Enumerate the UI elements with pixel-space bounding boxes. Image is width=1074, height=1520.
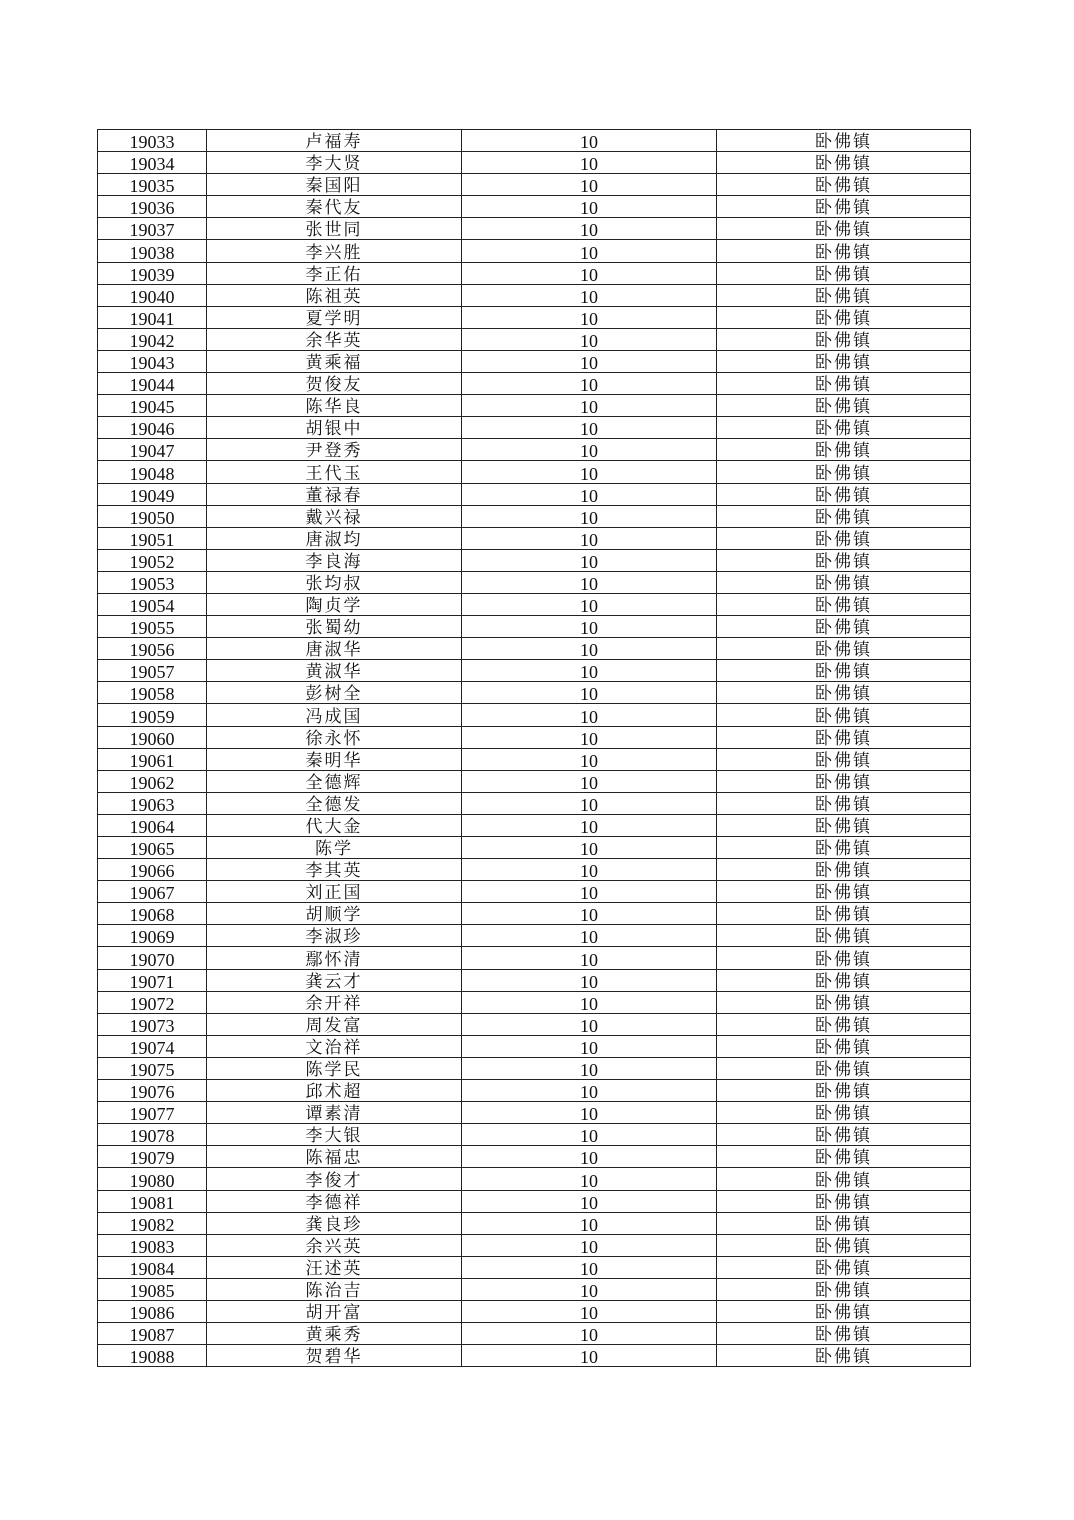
person-name-cell: 李淑珍 bbox=[207, 925, 462, 947]
town-cell: 卧佛镇 bbox=[717, 549, 971, 571]
town-cell: 卧佛镇 bbox=[717, 196, 971, 218]
person-name-cell: 刘正国 bbox=[207, 881, 462, 903]
person-name-cell: 龚良珍 bbox=[207, 1212, 462, 1234]
amount-cell: 10 bbox=[462, 1234, 717, 1256]
amount-cell: 10 bbox=[462, 616, 717, 638]
amount-cell: 10 bbox=[462, 461, 717, 483]
town-cell: 卧佛镇 bbox=[717, 704, 971, 726]
row-id-cell: 19048 bbox=[98, 461, 207, 483]
table-row bbox=[98, 969, 971, 991]
row-id-cell: 19052 bbox=[98, 549, 207, 571]
table-row bbox=[98, 1345, 971, 1367]
amount-cell: 10 bbox=[462, 748, 717, 770]
row-id-cell: 19042 bbox=[98, 328, 207, 350]
town-cell: 卧佛镇 bbox=[717, 328, 971, 350]
row-id-cell: 19075 bbox=[98, 1057, 207, 1079]
table-row bbox=[98, 439, 971, 461]
person-name-cell: 陶贞学 bbox=[207, 593, 462, 615]
row-id-cell: 19084 bbox=[98, 1256, 207, 1278]
amount-cell: 10 bbox=[462, 218, 717, 240]
row-id-cell: 19067 bbox=[98, 881, 207, 903]
amount-cell: 10 bbox=[462, 174, 717, 196]
amount-cell: 10 bbox=[462, 593, 717, 615]
amount-cell: 10 bbox=[462, 1323, 717, 1345]
table-row bbox=[98, 814, 971, 836]
town-cell: 卧佛镇 bbox=[717, 616, 971, 638]
row-id-cell: 19078 bbox=[98, 1124, 207, 1146]
row-id-cell: 19061 bbox=[98, 748, 207, 770]
amount-cell: 10 bbox=[462, 240, 717, 262]
table-row bbox=[98, 947, 971, 969]
row-id-cell: 19068 bbox=[98, 903, 207, 925]
town-cell: 卧佛镇 bbox=[717, 350, 971, 372]
town-cell: 卧佛镇 bbox=[717, 130, 971, 152]
person-name-cell: 陈学 bbox=[207, 837, 462, 859]
amount-cell: 10 bbox=[462, 903, 717, 925]
person-name-cell: 邱术超 bbox=[207, 1080, 462, 1102]
table-row bbox=[98, 1057, 971, 1079]
amount-cell: 10 bbox=[462, 262, 717, 284]
amount-cell: 10 bbox=[462, 947, 717, 969]
row-id-cell: 19065 bbox=[98, 837, 207, 859]
amount-cell: 10 bbox=[462, 1146, 717, 1168]
table-row bbox=[98, 1256, 971, 1278]
amount-cell: 10 bbox=[462, 1057, 717, 1079]
table-row bbox=[98, 373, 971, 395]
amount-cell: 10 bbox=[462, 991, 717, 1013]
person-name-cell: 戴兴禄 bbox=[207, 505, 462, 527]
row-id-cell: 19038 bbox=[98, 240, 207, 262]
table-row bbox=[98, 792, 971, 814]
row-id-cell: 19088 bbox=[98, 1345, 207, 1367]
table-row bbox=[98, 505, 971, 527]
table-row bbox=[98, 549, 971, 571]
amount-cell: 10 bbox=[462, 505, 717, 527]
table-row bbox=[98, 483, 971, 505]
person-name-cell: 代大金 bbox=[207, 814, 462, 836]
person-name-cell: 陈华良 bbox=[207, 395, 462, 417]
table-row bbox=[98, 1300, 971, 1322]
town-cell: 卧佛镇 bbox=[717, 660, 971, 682]
person-name-cell: 贺俊友 bbox=[207, 373, 462, 395]
person-name-cell: 李其英 bbox=[207, 859, 462, 881]
person-name-cell: 张均叔 bbox=[207, 571, 462, 593]
row-id-cell: 19040 bbox=[98, 284, 207, 306]
town-cell: 卧佛镇 bbox=[717, 881, 971, 903]
table-row bbox=[98, 1035, 971, 1057]
row-id-cell: 19079 bbox=[98, 1146, 207, 1168]
town-cell: 卧佛镇 bbox=[717, 638, 971, 660]
town-cell: 卧佛镇 bbox=[717, 395, 971, 417]
amount-cell: 10 bbox=[462, 306, 717, 328]
person-name-cell: 秦代友 bbox=[207, 196, 462, 218]
table-row bbox=[98, 284, 971, 306]
person-name-cell: 余华英 bbox=[207, 328, 462, 350]
row-id-cell: 19066 bbox=[98, 859, 207, 881]
table-row bbox=[98, 1278, 971, 1300]
town-cell: 卧佛镇 bbox=[717, 1256, 971, 1278]
row-id-cell: 19037 bbox=[98, 218, 207, 240]
amount-cell: 10 bbox=[462, 196, 717, 218]
town-cell: 卧佛镇 bbox=[717, 417, 971, 439]
table-row bbox=[98, 306, 971, 328]
row-id-cell: 19046 bbox=[98, 417, 207, 439]
person-name-cell: 张世同 bbox=[207, 218, 462, 240]
person-name-cell: 谭素清 bbox=[207, 1102, 462, 1124]
table-row bbox=[98, 991, 971, 1013]
town-cell: 卧佛镇 bbox=[717, 1057, 971, 1079]
amount-cell: 10 bbox=[462, 881, 717, 903]
amount-cell: 10 bbox=[462, 417, 717, 439]
row-id-cell: 19045 bbox=[98, 395, 207, 417]
town-cell: 卧佛镇 bbox=[717, 483, 971, 505]
person-name-cell: 黄乘福 bbox=[207, 350, 462, 372]
table-row bbox=[98, 174, 971, 196]
town-cell: 卧佛镇 bbox=[717, 1168, 971, 1190]
person-name-cell: 夏学明 bbox=[207, 306, 462, 328]
person-name-cell: 贺碧华 bbox=[207, 1345, 462, 1367]
person-name-cell: 尹登秀 bbox=[207, 439, 462, 461]
table-row bbox=[98, 837, 971, 859]
row-id-cell: 19054 bbox=[98, 593, 207, 615]
row-id-cell: 19060 bbox=[98, 726, 207, 748]
row-id-cell: 19041 bbox=[98, 306, 207, 328]
person-name-cell: 龚云才 bbox=[207, 969, 462, 991]
amount-cell: 10 bbox=[462, 549, 717, 571]
amount-cell: 10 bbox=[462, 1300, 717, 1322]
table-row bbox=[98, 130, 971, 152]
table-row bbox=[98, 1212, 971, 1234]
person-name-cell: 李大贤 bbox=[207, 152, 462, 174]
town-cell: 卧佛镇 bbox=[717, 859, 971, 881]
table-row bbox=[98, 593, 971, 615]
amount-cell: 10 bbox=[462, 638, 717, 660]
row-id-cell: 19086 bbox=[98, 1300, 207, 1322]
table-row bbox=[98, 1190, 971, 1212]
row-id-cell: 19076 bbox=[98, 1080, 207, 1102]
table-row bbox=[98, 218, 971, 240]
person-name-cell: 李俊才 bbox=[207, 1168, 462, 1190]
town-cell: 卧佛镇 bbox=[717, 792, 971, 814]
amount-cell: 10 bbox=[462, 726, 717, 748]
town-cell: 卧佛镇 bbox=[717, 240, 971, 262]
town-cell: 卧佛镇 bbox=[717, 439, 971, 461]
amount-cell: 10 bbox=[462, 925, 717, 947]
row-id-cell: 19036 bbox=[98, 196, 207, 218]
row-id-cell: 19058 bbox=[98, 682, 207, 704]
table-row bbox=[98, 770, 971, 792]
table-row bbox=[98, 240, 971, 262]
amount-cell: 10 bbox=[462, 704, 717, 726]
town-cell: 卧佛镇 bbox=[717, 152, 971, 174]
person-name-cell: 全德发 bbox=[207, 792, 462, 814]
person-name-cell: 董禄春 bbox=[207, 483, 462, 505]
town-cell: 卧佛镇 bbox=[717, 461, 971, 483]
amount-cell: 10 bbox=[462, 439, 717, 461]
table-row bbox=[98, 682, 971, 704]
person-name-cell: 唐淑均 bbox=[207, 527, 462, 549]
person-name-cell: 秦明华 bbox=[207, 748, 462, 770]
row-id-cell: 19080 bbox=[98, 1168, 207, 1190]
town-cell: 卧佛镇 bbox=[717, 969, 971, 991]
row-id-cell: 19063 bbox=[98, 792, 207, 814]
town-cell: 卧佛镇 bbox=[717, 1212, 971, 1234]
amount-cell: 10 bbox=[462, 571, 717, 593]
amount-cell: 10 bbox=[462, 350, 717, 372]
amount-cell: 10 bbox=[462, 1080, 717, 1102]
row-id-cell: 19057 bbox=[98, 660, 207, 682]
row-id-cell: 19069 bbox=[98, 925, 207, 947]
town-cell: 卧佛镇 bbox=[717, 174, 971, 196]
person-name-cell: 黄淑华 bbox=[207, 660, 462, 682]
table-row bbox=[98, 1234, 971, 1256]
table-row bbox=[98, 925, 971, 947]
amount-cell: 10 bbox=[462, 1124, 717, 1146]
amount-cell: 10 bbox=[462, 483, 717, 505]
amount-cell: 10 bbox=[462, 152, 717, 174]
row-id-cell: 19056 bbox=[98, 638, 207, 660]
amount-cell: 10 bbox=[462, 1013, 717, 1035]
row-id-cell: 19083 bbox=[98, 1234, 207, 1256]
person-name-cell: 汪述英 bbox=[207, 1256, 462, 1278]
town-cell: 卧佛镇 bbox=[717, 1013, 971, 1035]
person-name-cell: 陈治吉 bbox=[207, 1278, 462, 1300]
amount-cell: 10 bbox=[462, 682, 717, 704]
town-cell: 卧佛镇 bbox=[717, 1080, 971, 1102]
person-name-cell: 文治祥 bbox=[207, 1035, 462, 1057]
row-id-cell: 19043 bbox=[98, 350, 207, 372]
amount-cell: 10 bbox=[462, 395, 717, 417]
table-row bbox=[98, 638, 971, 660]
table-row bbox=[98, 152, 971, 174]
table-row bbox=[98, 616, 971, 638]
town-cell: 卧佛镇 bbox=[717, 1278, 971, 1300]
row-id-cell: 19055 bbox=[98, 616, 207, 638]
amount-cell: 10 bbox=[462, 1035, 717, 1057]
town-cell: 卧佛镇 bbox=[717, 726, 971, 748]
table-row bbox=[98, 571, 971, 593]
amount-cell: 10 bbox=[462, 770, 717, 792]
person-name-cell: 陈祖英 bbox=[207, 284, 462, 306]
roster-table-body bbox=[98, 130, 971, 1367]
person-name-cell: 冯成国 bbox=[207, 704, 462, 726]
town-cell: 卧佛镇 bbox=[717, 218, 971, 240]
amount-cell: 10 bbox=[462, 130, 717, 152]
table-row bbox=[98, 395, 971, 417]
row-id-cell: 19062 bbox=[98, 770, 207, 792]
town-cell: 卧佛镇 bbox=[717, 991, 971, 1013]
person-name-cell: 胡开富 bbox=[207, 1300, 462, 1322]
person-name-cell: 彭树全 bbox=[207, 682, 462, 704]
row-id-cell: 19087 bbox=[98, 1323, 207, 1345]
town-cell: 卧佛镇 bbox=[717, 527, 971, 549]
table-row bbox=[98, 1102, 971, 1124]
town-cell: 卧佛镇 bbox=[717, 770, 971, 792]
table-row bbox=[98, 1146, 971, 1168]
row-id-cell: 19064 bbox=[98, 814, 207, 836]
table-row bbox=[98, 748, 971, 770]
town-cell: 卧佛镇 bbox=[717, 1035, 971, 1057]
town-cell: 卧佛镇 bbox=[717, 505, 971, 527]
table-row bbox=[98, 881, 971, 903]
town-cell: 卧佛镇 bbox=[717, 1234, 971, 1256]
town-cell: 卧佛镇 bbox=[717, 748, 971, 770]
row-id-cell: 19085 bbox=[98, 1278, 207, 1300]
row-id-cell: 19074 bbox=[98, 1035, 207, 1057]
person-name-cell: 秦国阳 bbox=[207, 174, 462, 196]
person-name-cell: 李大银 bbox=[207, 1124, 462, 1146]
town-cell: 卧佛镇 bbox=[717, 925, 971, 947]
table-row bbox=[98, 1168, 971, 1190]
person-name-cell: 周发富 bbox=[207, 1013, 462, 1035]
table-row bbox=[98, 704, 971, 726]
person-name-cell: 张蜀幼 bbox=[207, 616, 462, 638]
row-id-cell: 19044 bbox=[98, 373, 207, 395]
town-cell: 卧佛镇 bbox=[717, 1300, 971, 1322]
town-cell: 卧佛镇 bbox=[717, 1345, 971, 1367]
town-cell: 卧佛镇 bbox=[717, 1102, 971, 1124]
person-name-cell: 陈学民 bbox=[207, 1057, 462, 1079]
amount-cell: 10 bbox=[462, 284, 717, 306]
amount-cell: 10 bbox=[462, 373, 717, 395]
table-row bbox=[98, 1323, 971, 1345]
town-cell: 卧佛镇 bbox=[717, 571, 971, 593]
row-id-cell: 19077 bbox=[98, 1102, 207, 1124]
town-cell: 卧佛镇 bbox=[717, 593, 971, 615]
person-name-cell: 胡顺学 bbox=[207, 903, 462, 925]
person-name-cell: 李正佑 bbox=[207, 262, 462, 284]
town-cell: 卧佛镇 bbox=[717, 682, 971, 704]
person-name-cell: 黄乘秀 bbox=[207, 1323, 462, 1345]
table-row bbox=[98, 1013, 971, 1035]
person-name-cell: 余兴英 bbox=[207, 1234, 462, 1256]
row-id-cell: 19034 bbox=[98, 152, 207, 174]
town-cell: 卧佛镇 bbox=[717, 306, 971, 328]
amount-cell: 10 bbox=[462, 969, 717, 991]
table-row bbox=[98, 461, 971, 483]
amount-cell: 10 bbox=[462, 792, 717, 814]
table-row bbox=[98, 726, 971, 748]
person-name-cell: 李良海 bbox=[207, 549, 462, 571]
row-id-cell: 19033 bbox=[98, 130, 207, 152]
amount-cell: 10 bbox=[462, 660, 717, 682]
amount-cell: 10 bbox=[462, 859, 717, 881]
person-name-cell: 徐永怀 bbox=[207, 726, 462, 748]
amount-cell: 10 bbox=[462, 1190, 717, 1212]
row-id-cell: 19073 bbox=[98, 1013, 207, 1035]
table-row bbox=[98, 859, 971, 881]
person-name-cell: 胡银中 bbox=[207, 417, 462, 439]
amount-cell: 10 bbox=[462, 527, 717, 549]
town-cell: 卧佛镇 bbox=[717, 373, 971, 395]
person-name-cell: 余开祥 bbox=[207, 991, 462, 1013]
table-row bbox=[98, 417, 971, 439]
town-cell: 卧佛镇 bbox=[717, 814, 971, 836]
town-cell: 卧佛镇 bbox=[717, 1146, 971, 1168]
table-row bbox=[98, 1080, 971, 1102]
row-id-cell: 19049 bbox=[98, 483, 207, 505]
row-id-cell: 19081 bbox=[98, 1190, 207, 1212]
person-name-cell: 王代玉 bbox=[207, 461, 462, 483]
amount-cell: 10 bbox=[462, 1102, 717, 1124]
table-row bbox=[98, 328, 971, 350]
town-cell: 卧佛镇 bbox=[717, 262, 971, 284]
amount-cell: 10 bbox=[462, 814, 717, 836]
amount-cell: 10 bbox=[462, 1212, 717, 1234]
town-cell: 卧佛镇 bbox=[717, 1323, 971, 1345]
amount-cell: 10 bbox=[462, 1278, 717, 1300]
amount-cell: 10 bbox=[462, 328, 717, 350]
person-name-cell: 唐淑华 bbox=[207, 638, 462, 660]
person-name-cell: 陈福忠 bbox=[207, 1146, 462, 1168]
table-row bbox=[98, 262, 971, 284]
amount-cell: 10 bbox=[462, 1256, 717, 1278]
table-row bbox=[98, 527, 971, 549]
amount-cell: 10 bbox=[462, 1345, 717, 1367]
row-id-cell: 19071 bbox=[98, 969, 207, 991]
person-name-cell: 卢福寿 bbox=[207, 130, 462, 152]
town-cell: 卧佛镇 bbox=[717, 1124, 971, 1146]
row-id-cell: 19051 bbox=[98, 527, 207, 549]
row-id-cell: 19053 bbox=[98, 571, 207, 593]
row-id-cell: 19047 bbox=[98, 439, 207, 461]
town-cell: 卧佛镇 bbox=[717, 1190, 971, 1212]
person-name-cell: 鄢怀清 bbox=[207, 947, 462, 969]
amount-cell: 10 bbox=[462, 837, 717, 859]
roster-table bbox=[97, 129, 971, 1367]
person-name-cell: 全德辉 bbox=[207, 770, 462, 792]
row-id-cell: 19035 bbox=[98, 174, 207, 196]
town-cell: 卧佛镇 bbox=[717, 284, 971, 306]
person-name-cell: 李兴胜 bbox=[207, 240, 462, 262]
town-cell: 卧佛镇 bbox=[717, 947, 971, 969]
table-row bbox=[98, 903, 971, 925]
town-cell: 卧佛镇 bbox=[717, 837, 971, 859]
amount-cell: 10 bbox=[462, 1168, 717, 1190]
row-id-cell: 19059 bbox=[98, 704, 207, 726]
row-id-cell: 19072 bbox=[98, 991, 207, 1013]
row-id-cell: 19050 bbox=[98, 505, 207, 527]
row-id-cell: 19082 bbox=[98, 1212, 207, 1234]
table-row bbox=[98, 196, 971, 218]
row-id-cell: 19039 bbox=[98, 262, 207, 284]
table-row bbox=[98, 1124, 971, 1146]
person-name-cell: 李德祥 bbox=[207, 1190, 462, 1212]
table-row bbox=[98, 350, 971, 372]
row-id-cell: 19070 bbox=[98, 947, 207, 969]
table-row bbox=[98, 660, 971, 682]
town-cell: 卧佛镇 bbox=[717, 903, 971, 925]
roster-sheet bbox=[97, 129, 970, 1367]
